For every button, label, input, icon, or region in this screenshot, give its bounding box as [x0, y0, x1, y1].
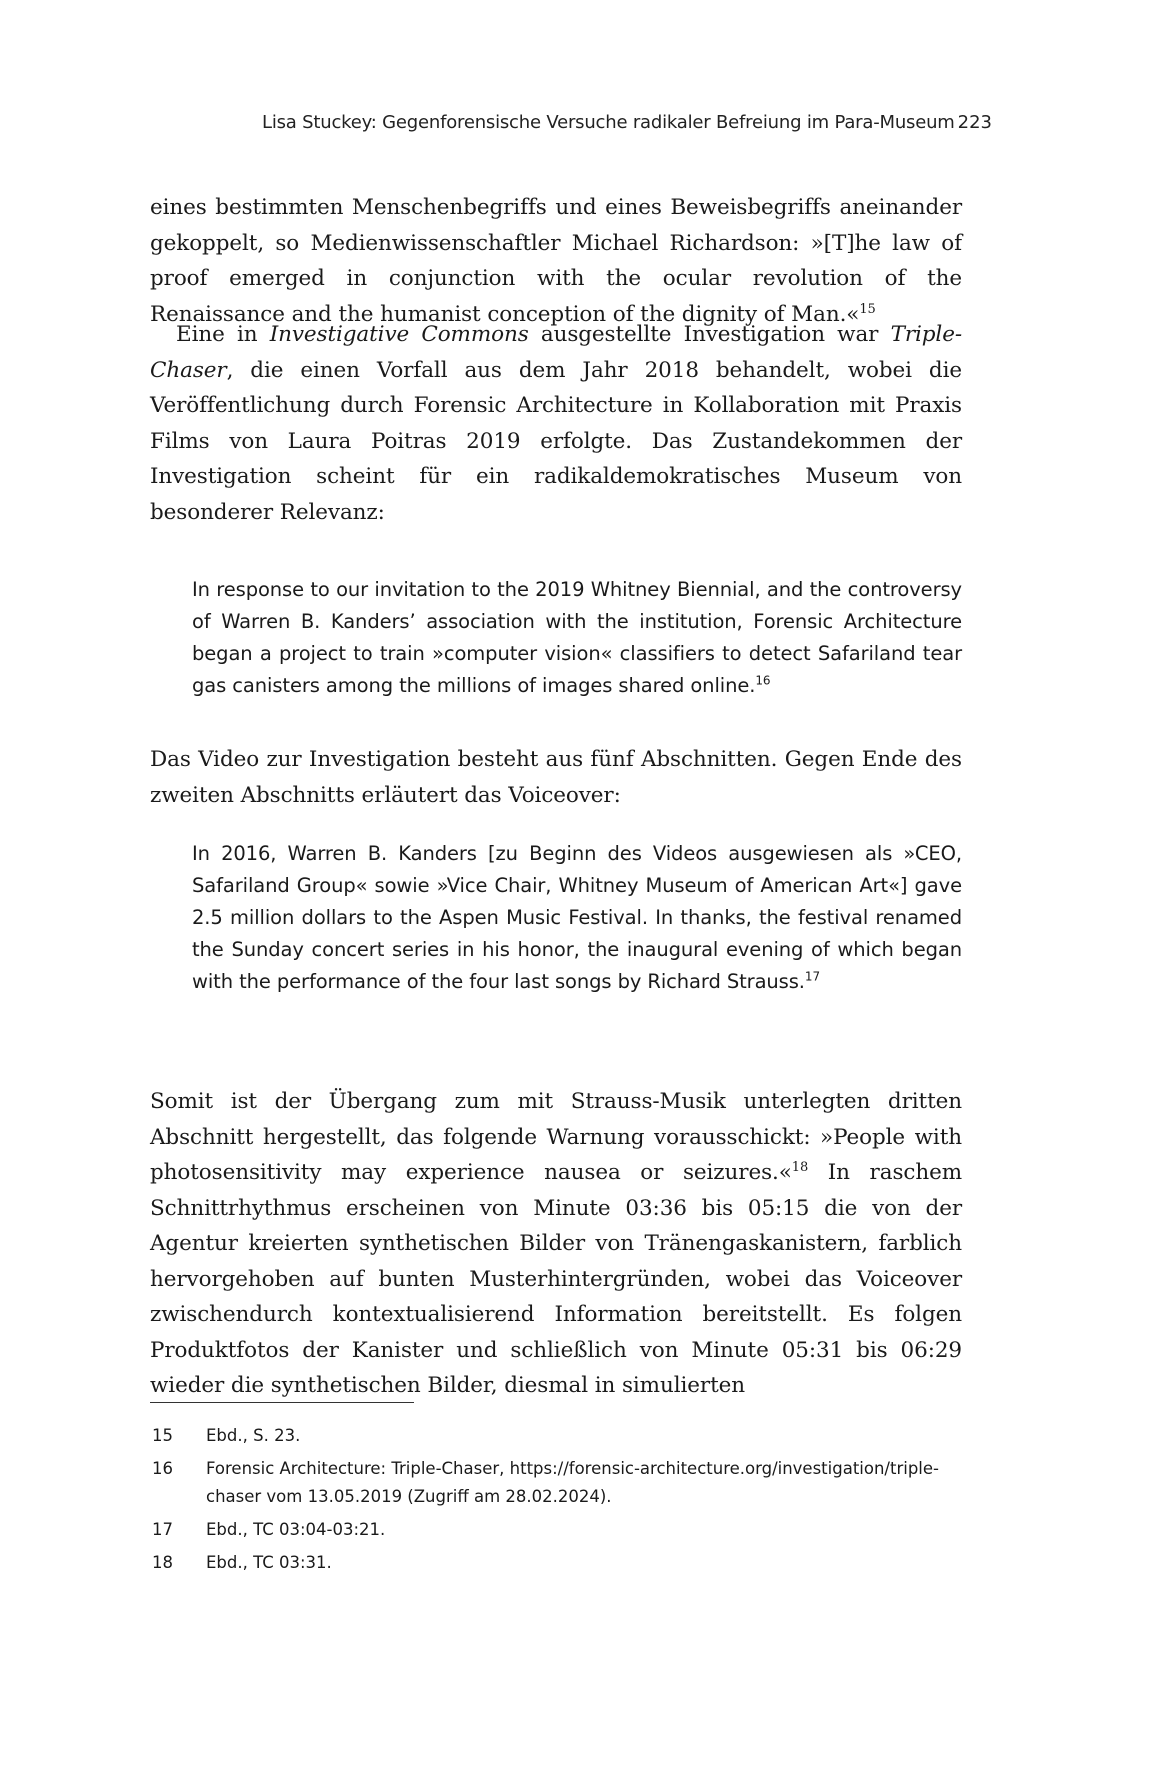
- paragraph-2: [150, 317, 962, 530]
- block-quote-1: [192, 574, 962, 702]
- footnotes: [150, 1422, 962, 1582]
- footnote-18: [150, 1549, 962, 1577]
- footnote-number: 15: [152, 1426, 173, 1445]
- footnote-separator: [150, 1402, 414, 1403]
- paragraph-2-text-c: ausgestellte Investigation war: [528, 322, 891, 347]
- page-number: 223: [957, 112, 992, 133]
- paragraph-2-text-a: Eine in: [176, 322, 270, 347]
- investigative-commons-title: Investigative Commons: [269, 322, 529, 347]
- footnote-ref-16[interactable]: 16: [755, 673, 771, 688]
- paragraph-3-text: Das Video zur Investigation besteht aus fünf Abschnitten. Gegen Ende des zweiten Abschnitts erläutert das Voiceover:: [150, 747, 962, 808]
- paragraph-2-text-e: , die einen Vorfall aus dem Jahr 2018 behandelt, wobei die Veröffentlichung durch Forensic Architecture in Kollaboration mit Praxis Films von Laura Poitras 2019 erfolgte. Das Zustandekommen der Investigation scheint für ein radikaldemokratisches Museum von besonderer Relevanz:: [150, 357, 962, 525]
- footnote-15: [150, 1422, 962, 1450]
- footnote-17: [150, 1516, 962, 1544]
- block-quote-1-text: In response to our invitation to the 2019 Whitney Biennial, and the controversy of Warren B. Kanders’ association with the institution, Forensic Architecture began a project to train »computer vision« classifiers to detect Safariland tear gas canisters among the millions of images shared online.: [192, 578, 962, 697]
- paragraph-4: [150, 1084, 962, 1404]
- paragraph-4-text-b: In raschem Schnittrhythmus erscheinen von Minute 03:36 bis 05:15 die von der Agentur kreierten synthetischen Bilder von Tränengaskanistern, farblich hervorgehoben auf bunten Musterhintergründen, wobei das Voiceover zwischendurch kontextualisierend Information bereitstellt. Es folgen Produktfotos der Kanister und schließlich von Minute 05:31 bis 06:29 wieder die synthetischen Bilder, diesmal in simulierten: [150, 1160, 962, 1398]
- triple-chaser-title: Triple-Chaser: [150, 322, 962, 383]
- footnote-number: 18: [152, 1553, 173, 1572]
- block-quote-2: [192, 838, 962, 998]
- paragraph-1: [150, 190, 962, 332]
- footnote-ref-17[interactable]: 17: [804, 969, 820, 984]
- footnote-number: 17: [152, 1520, 173, 1539]
- paragraph-3: [150, 742, 962, 813]
- block-quote-2-text: In 2016, Warren B. Kanders [zu Beginn des Videos ausgewiesen als »CEO, Safariland Group« sowie »Vice Chair, Whitney Museum of American Art«] gave 2.5 million dollars to the Aspen Music Festival. In thanks, the festival renamed the Sunday concert series in his honor, the inaugural evening of which began with the performance of the four last songs by Richard Strauss.: [192, 842, 962, 993]
- footnote-ref-18[interactable]: 18: [791, 1159, 809, 1175]
- footnote-ref-15[interactable]: 15: [859, 301, 876, 317]
- paragraph-1-text: eines bestimmten Menschenbegriffs und eines Beweisbegriffs aneinander gekoppelt, so Medienwissenschaftler Michael Richardson: »[T]he law of proof emerged in conjunction with the ocular revolution of the Renaissance and the humanist conception of the dignity of Man.«: [150, 195, 962, 327]
- footnote-text: Ebd., S. 23.: [206, 1426, 301, 1445]
- running-title: Lisa Stuckey: Gegenforensische Versuche radikaler Befreiung im Para-Museum: [262, 112, 955, 133]
- footnote-text: Forensic Architecture: Triple-Chaser, https://forensic-architecture.org/investigation/triple-chaser vom 13.05.2019 (Zugriff am 28.02.2024).: [206, 1459, 939, 1506]
- footnote-16: [150, 1455, 962, 1511]
- footnote-number: 16: [152, 1459, 173, 1478]
- footnote-text: Ebd., TC 03:04-03:21.: [206, 1520, 386, 1539]
- footnote-text: Ebd., TC 03:31.: [206, 1553, 332, 1572]
- paragraph-4-text-a: Somit ist der Übergang zum mit Strauss-Musik unterlegten dritten Abschnitt hergestellt, das folgende Warnung vorausschickt: »People with photosensitivity may experience nausea or seizures.«: [150, 1089, 962, 1185]
